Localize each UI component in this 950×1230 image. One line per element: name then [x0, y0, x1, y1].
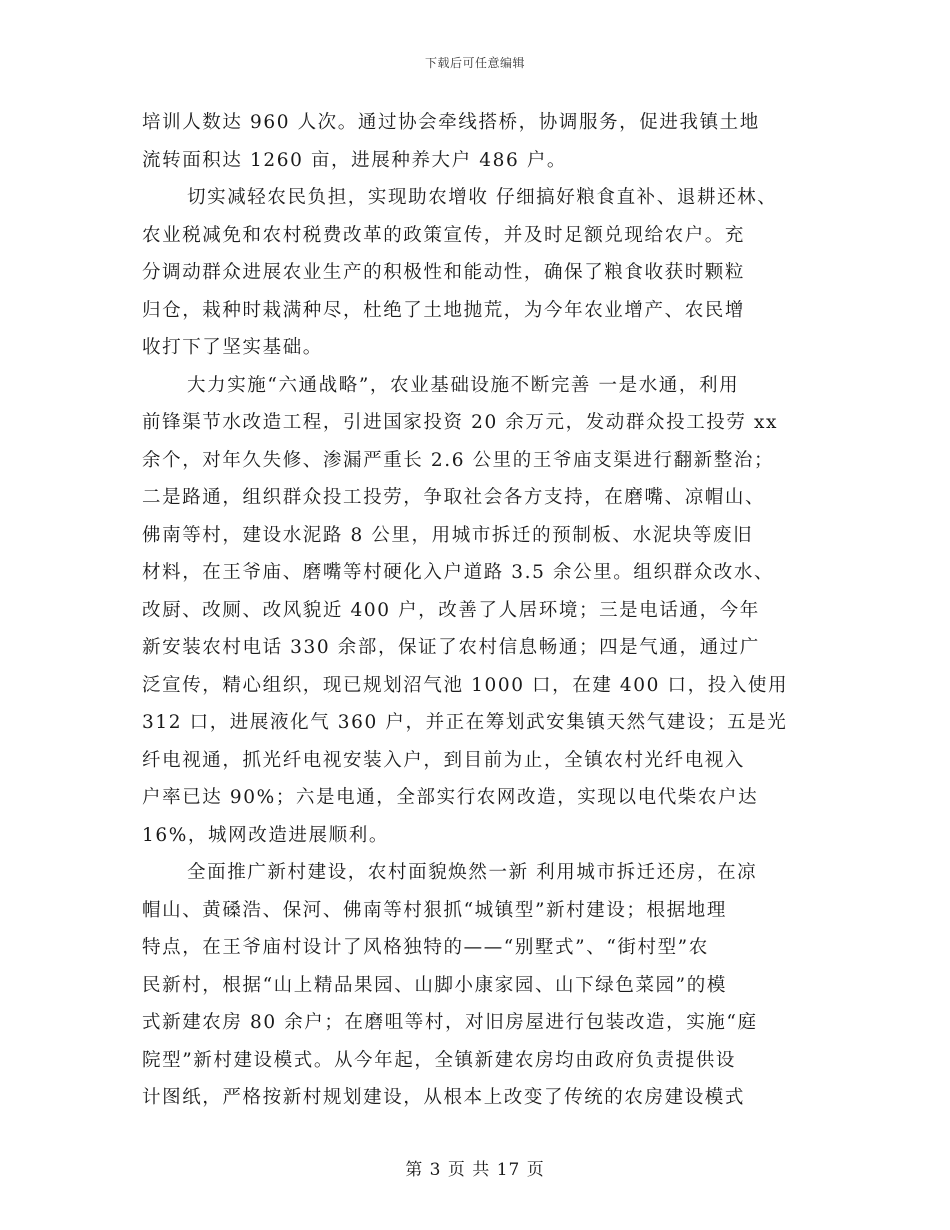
paragraph-start-line: 大力实施“六通战略”，农业基础设施不断完善 一是水通，利用 — [187, 374, 740, 396]
text-line: 二是路通，组织群众投工投劳，争取社会各方支持，在磨嘴、凉帽山、 — [142, 487, 766, 508]
text-line: 计图纸，严格按新村规划建设，从根本上改变了传统的农房建设模式 — [142, 1087, 746, 1108]
text-line: 帽山、黄磉浩、保河、佛南等村狠抓“城镇型”新村建设；根据地理 — [142, 899, 727, 921]
page-number-footer: 第 3 页 共 17 页 — [405, 1160, 545, 1180]
text-line: 户率已达 90%；六是电通，全部实行农网改造，实现以电代柴农户达 — [142, 787, 759, 808]
text-line: 泛宣传，精心组织，现已规划沼气池 1000 口，在建 400 口，投入使用 — [142, 674, 789, 696]
text-line: 材料，在王爷庙、磨嘴等村硬化入户道路 3.5 余公里。组织群众改水、 — [142, 562, 775, 583]
text-line: 16%，城网改造进展顺利。 — [142, 824, 389, 846]
text-line: 前锋渠节水改造工程，引进国家投资 20 余万元，发动群众投工投劳 xx — [142, 412, 779, 433]
text-line: 余个，对年久失修、渗漏严重长 2.6 公里的王爷庙支渠进行翻新整治； — [142, 449, 775, 471]
text-line: 312 口，进展液化气 360 户，并正在筹划武安集镇天然气建设；五是光 — [142, 712, 788, 733]
text-line: 分调动群众进展农业生产的积极性和能动性，确保了粮食收获时颗粒 — [142, 262, 746, 283]
text-line: 培训人数达 960 人次。通过协会牵线搭桥，协调服务，促进我镇土地 — [142, 112, 760, 133]
text-line: 民新村，根据“山上精品果园、山脚小康家园、山下绿色菜园”的模 — [142, 974, 727, 996]
paragraph-start-line: 切实减轻农民负担，实现助农增收 仔细搞好粮食直补、退耕还林、 — [187, 187, 778, 208]
text-line: 农业税减免和农村税费改革的政策宣传，并及时足额兑现给农户。充 — [142, 224, 746, 246]
text-line: 式新建农房 80 余户；在磨咀等村，对旧房屋进行包装改造，实施“庭 — [142, 1012, 758, 1033]
text-line: 流转面积达 1260 亩，进展种养大户 486 户。 — [142, 149, 568, 171]
text-line: 特点，在王爷庙村设计了风格独特的——“别墅式”、“街村型”农 — [142, 937, 709, 958]
text-line: 新安装农村电话 330 余部，保证了农村信息畅通；四是气通，通过广 — [142, 637, 760, 658]
text-line: 佛南等村，建设水泥路 8 公里，用城市拆迁的预制板、水泥块等废旧 — [142, 524, 754, 546]
text-line: 改厨、改厕、改风貌近 400 户，改善了人居环境；三是电话通，今年 — [142, 599, 760, 621]
text-line: 归仓，栽种时栽满种尽，杜绝了土地抛荒，为今年农业增产、农民增 — [142, 299, 746, 321]
document-body — [142, 104, 814, 1117]
text-line: 院型”新村建设模式。从今年起，全镇新建农房均由政府负责提供设 — [142, 1049, 736, 1071]
paragraph-start-line: 全面推广新村建设，农村面貌焕然一新 利用城市拆迁还房，在凉 — [187, 862, 758, 883]
text-line: 收打下了坚实基础。 — [142, 337, 323, 358]
text-line: 纤电视通，抓光纤电视安装入户，到目前为止，全镇农村光纤电视入 — [142, 749, 746, 771]
page-header-note: 下载后可任意编辑 — [424, 56, 525, 70]
